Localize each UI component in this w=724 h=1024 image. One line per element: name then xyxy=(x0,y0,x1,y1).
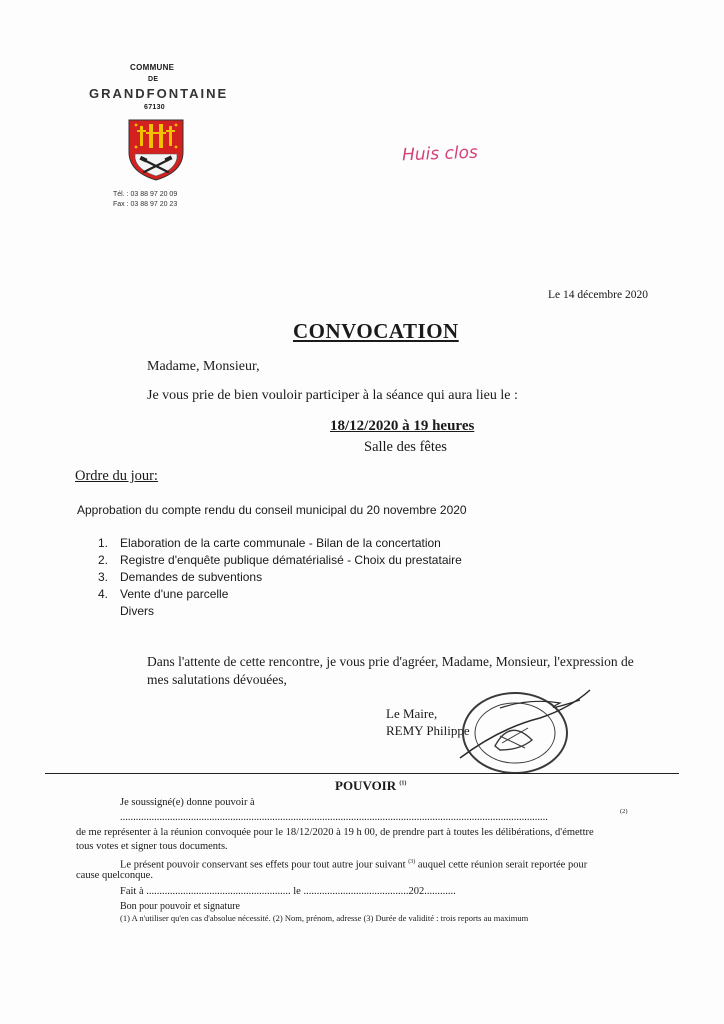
meeting-datetime: 18/12/2020 à 19 heures xyxy=(330,418,475,434)
agenda-list xyxy=(98,535,462,620)
closing-line-1: Dans l'attente de cette rencontre, je vous prie d'agréer, Madame, Monsieur, l'expression de xyxy=(147,654,634,669)
agenda-item xyxy=(98,603,462,620)
pouvoir-line-3: tous votes et signer tous documents. xyxy=(76,841,228,852)
pouvoir-line-4-note: (3) xyxy=(408,859,416,865)
pouvoir-line-2: de me représenter à la réunion convoquée pour le 18/12/2020 à 19 h 00, de prendre part à toutes les délibérations, d'émettre xyxy=(76,827,594,838)
agenda-item-text: Demandes de subventions xyxy=(120,570,263,584)
pouvoir-dots-note: (2) xyxy=(620,808,628,815)
agenda-item-number: 1. xyxy=(98,536,109,550)
agenda-item-number: 2. xyxy=(98,553,109,567)
pouvoir-title-text: POUVOIR xyxy=(335,778,397,793)
pouvoir-line-4b: auquel cette réunion serait reportée pour xyxy=(417,859,588,871)
pouvoir-title xyxy=(335,778,406,794)
agenda-item-text: Divers xyxy=(120,604,155,618)
letter-date: Le 14 décembre 2020 xyxy=(548,289,648,301)
agenda-item-text: Vente d'une parcelle xyxy=(120,587,229,601)
section-divider xyxy=(45,773,679,774)
de-label: DE xyxy=(148,76,159,83)
contact-fax: Fax : 03 88 97 20 23 xyxy=(113,201,178,208)
pouvoir-line-4 xyxy=(120,855,587,873)
mayor-stamp-and-signature xyxy=(440,688,600,778)
postcode: 67130 xyxy=(144,104,165,111)
agenda-first-item: Approbation du compte rendu du conseil municipal du 20 novembre 2020 xyxy=(77,503,467,517)
agenda-item xyxy=(98,552,462,569)
agenda-item xyxy=(98,586,462,603)
pouvoir-signature-label: Bon pour pouvoir et signature xyxy=(120,901,240,912)
pouvoir-footnote: (1) A n'utiliser qu'en cas d'absolue nécessité. (2) Nom, prénom, adresse (3) Durée de validité : trois reports au maximum xyxy=(120,913,529,923)
agenda-item-text: Registre d'enquête publique dématérialisé - Choix du prestataire xyxy=(120,553,462,567)
pouvoir-name-field[interactable]: ................................................................................................................................................................... xyxy=(120,812,548,823)
meeting-venue: Salle des fêtes xyxy=(364,439,447,455)
contact-tel: Tél. : 03 88 97 20 09 xyxy=(113,191,178,198)
pouvoir-line-1: Je soussigné(e) donne pouvoir à xyxy=(120,797,255,808)
handwritten-annotation: Huis clos xyxy=(401,142,479,166)
page-title: CONVOCATION xyxy=(293,319,459,343)
agenda-heading: Ordre du jour: xyxy=(75,468,158,484)
closing-line-2: mes salutations dévouées, xyxy=(147,672,287,687)
commune-label: COMMUNE xyxy=(130,63,175,72)
agenda-item-number: 3. xyxy=(98,570,109,584)
pouvoir-title-note: (1) xyxy=(399,780,407,787)
town-name: GRANDFONTAINE xyxy=(89,86,229,101)
agenda-item-number: 4. xyxy=(98,587,109,601)
coat-of-arms-icon xyxy=(127,118,185,182)
signer-name: REMY Philippe xyxy=(386,723,470,738)
pouvoir-place-date-field[interactable]: Fait à ....................................................... le ........................................202............ xyxy=(120,886,456,897)
agenda-item xyxy=(98,569,462,586)
signer-title: Le Maire, xyxy=(386,706,438,721)
pouvoir-line-4a: Le présent pouvoir conservant ses effets pour tout autre jour suivant xyxy=(120,859,406,871)
salutation: Madame, Monsieur, xyxy=(147,359,260,374)
intro-text: Je vous prie de bien vouloir participer à la séance qui aura lieu le : xyxy=(147,388,518,403)
pouvoir-line-5: cause quelconque. xyxy=(76,870,153,881)
agenda-item xyxy=(98,535,462,552)
agenda-item-text: Elaboration de la carte communale - Bilan de la concertation xyxy=(120,536,441,550)
